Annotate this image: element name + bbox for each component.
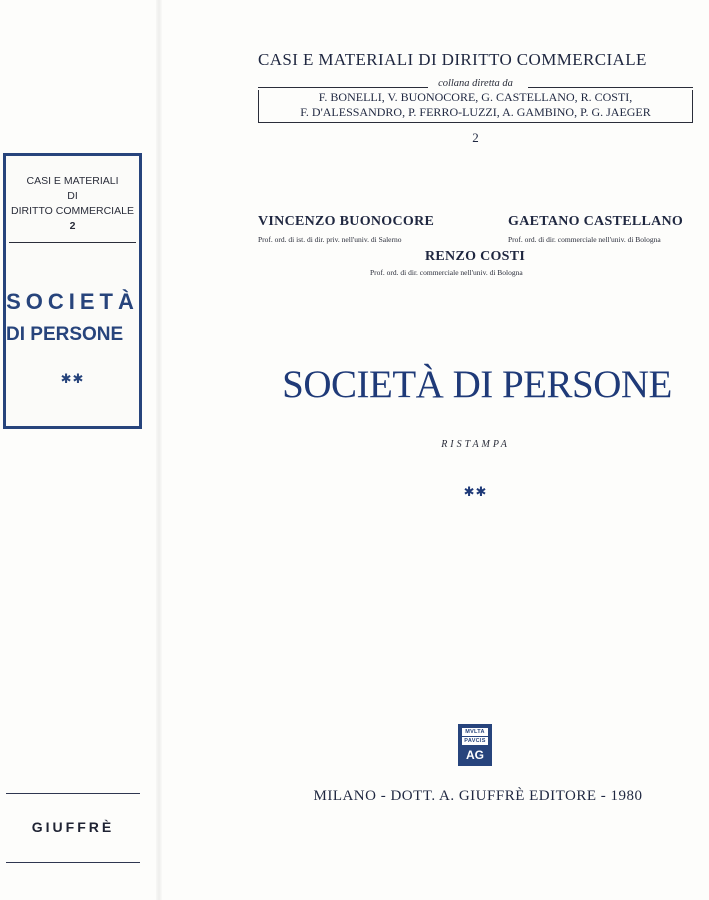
spine-volume-mark: ✱✱: [60, 372, 85, 387]
spine-series: [6, 174, 139, 234]
editors-line: F. D'ALESSANDRO, P. FERRO-LUZZI, A. GAMBINO, P. G. JAEGER: [300, 105, 651, 119]
volume-mark: ✱✱: [463, 485, 488, 500]
author-role: Prof. ord. di dir. commerciale nell'univ. di Bologna: [370, 268, 523, 277]
author-name: GAETANO CASTELLANO: [508, 214, 684, 229]
imprint: MILANO - DOTT. A. GIUFFRÈ EDITORE - 1980: [313, 788, 643, 804]
series-number: 2: [472, 130, 479, 145]
editors-line: F. BONELLI, V. BUONOCORE, G. CASTELLANO, R. COSTI,: [318, 90, 633, 104]
spine-divider: [9, 242, 136, 243]
directed-rule-right: [528, 87, 693, 88]
spine-series-line: DI: [67, 190, 78, 202]
page-fold: [156, 0, 162, 900]
editors-box: [258, 90, 693, 123]
author-name: RENZO COSTI: [425, 249, 526, 264]
spine-publisher: GIUFFRÈ: [31, 819, 115, 835]
main-title: SOCIETÀ DI PERSONE: [282, 363, 672, 406]
author-role: Prof. ord. di dir. commerciale nell'univ. di Bologna: [508, 235, 661, 244]
spine-series-line: CASI E MATERIALI: [26, 175, 119, 187]
author-role: Prof. ord. di ist. di dir. priv. nell'univ. di Salerno: [258, 235, 402, 244]
directed-by-label: collana diretta da: [438, 78, 513, 89]
spine-series-line: DIRITTO COMMERCIALE: [11, 205, 134, 217]
reprint-label: RISTAMPA: [441, 439, 510, 450]
spine-series-number: 2: [69, 220, 76, 232]
spine-publisher-rule-top: [6, 793, 140, 794]
logo-text: MVLTA: [462, 728, 488, 736]
spine-title-line1: SOCIETÀ: [6, 289, 139, 314]
series-title: CASI E MATERIALI DI DIRITTO COMMERCIALE: [258, 50, 647, 69]
logo-text: PAVCIS: [462, 737, 488, 745]
spine-title-line2: DI PERSONE: [6, 324, 124, 345]
spine-publisher-rule-bottom: [6, 862, 140, 863]
author-name: VINCENZO BUONOCORE: [258, 214, 435, 229]
publisher-logo: [458, 724, 492, 766]
spine-label: [3, 153, 142, 429]
logo-mark: AG: [466, 748, 484, 762]
